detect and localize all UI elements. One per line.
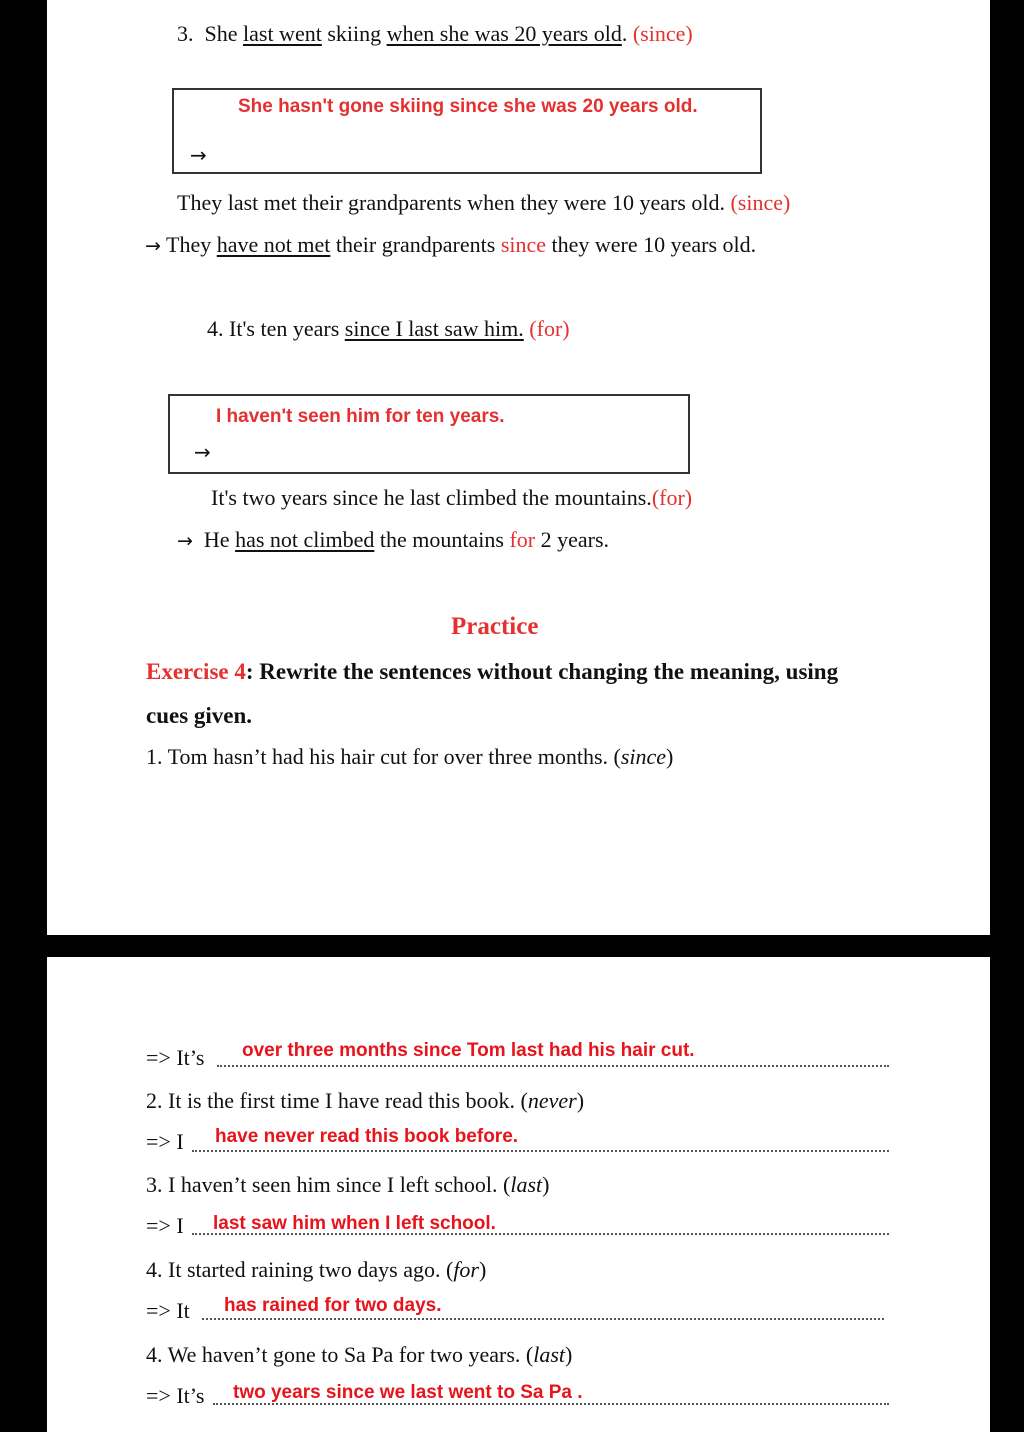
cue: (since): [627, 21, 693, 46]
text: .: [621, 21, 628, 46]
arrow-icon: →: [190, 143, 207, 167]
text: It's two years since he last climbed the mountains.: [211, 485, 652, 510]
text: their grandparents: [330, 232, 501, 257]
highlight: for: [509, 527, 536, 552]
exercise-instruction-continued: cues given.: [146, 703, 253, 728]
text: ): [576, 1088, 585, 1113]
question-1: [146, 744, 673, 770]
exercise-label: Exercise 4: [146, 659, 246, 684]
example-3-number: 3.: [177, 21, 194, 46]
cue: (since): [724, 190, 791, 215]
text: It's ten years: [229, 316, 345, 341]
answer-2-text: have never read this book before.: [215, 1126, 519, 1147]
text: ): [479, 1257, 487, 1282]
answer-4-prefix: => It: [146, 1298, 190, 1323]
answer-4-text: has rained for two days.: [224, 1295, 442, 1316]
arrow-icon: →: [177, 530, 193, 552]
text: ): [666, 744, 674, 769]
underlined-text: last went: [243, 21, 322, 46]
page-2: [47, 957, 990, 1432]
answer-box-example-3: [172, 88, 762, 174]
question-4: [146, 1257, 486, 1283]
model-question-3: [177, 190, 790, 216]
text: She: [204, 21, 243, 46]
model-answer-3: [145, 232, 756, 259]
model-answer-4: [177, 527, 609, 554]
example-4-sentence: [207, 316, 570, 342]
cue: (for): [523, 316, 570, 341]
answer-5-prefix: => It’s: [146, 1383, 205, 1408]
cue: (for): [651, 485, 693, 510]
text: 2. It is the first time I have read this book. (: [146, 1088, 528, 1113]
question-2: [146, 1088, 584, 1114]
answer-3-prefix: => I: [146, 1213, 184, 1238]
answer-1-prefix: => It’s: [146, 1045, 205, 1070]
underlined-text: when she was 20 years old: [386, 21, 622, 46]
answer-1-line[interactable]: [217, 1065, 889, 1067]
question-5: [146, 1342, 572, 1368]
arrow-icon: →: [145, 235, 161, 257]
cue: for: [453, 1257, 479, 1282]
cue: last: [510, 1172, 543, 1197]
text: they were 10 years old.: [546, 232, 757, 257]
text: 3. I haven’t seen him since I left school. (: [146, 1172, 511, 1197]
answer-2-prefix: => I: [146, 1129, 184, 1154]
text: 1. Tom hasn’t had his hair cut for over three months. (: [146, 744, 621, 769]
cue: last: [533, 1342, 566, 1367]
underlined-text: has not climbed: [235, 527, 375, 552]
answer-text: I haven't seen him for ten years.: [216, 406, 505, 427]
text: They last met their grandparents when they were 10 years old.: [177, 190, 725, 215]
cue: since: [620, 744, 667, 769]
page-1: [47, 0, 990, 935]
answer-text: She hasn't gone skiing since she was 20 years old.: [238, 96, 698, 117]
text: 2 years.: [535, 527, 610, 552]
example-3-sentence: [177, 21, 693, 47]
arrow-icon: →: [194, 440, 211, 464]
underlined-text: since I last saw him.: [344, 316, 524, 341]
text: the mountains: [374, 527, 510, 552]
highlight: since: [500, 232, 547, 257]
answer-3-text: last saw him when I left school.: [213, 1213, 496, 1234]
question-3: [146, 1172, 549, 1198]
answer-5-text: two years since we last went to Sa Pa .: [233, 1382, 583, 1403]
text: They: [166, 232, 217, 257]
text: 4. It started raining two days ago. (: [146, 1257, 454, 1282]
text: 4. We haven’t gone to Sa Pa for two years. (: [146, 1342, 534, 1367]
model-question-4: [211, 485, 692, 511]
practice-heading: Practice: [451, 613, 539, 640]
answer-1-text: over three months since Tom last had his hair cut.: [242, 1040, 695, 1061]
answer-2-line[interactable]: [192, 1150, 889, 1152]
underlined-text: have not met: [216, 232, 331, 257]
example-4-number: 4.: [207, 316, 224, 341]
text: He: [203, 527, 236, 552]
cue: never: [527, 1088, 577, 1113]
answer-box-example-4: [168, 394, 690, 474]
text: ): [565, 1342, 573, 1367]
text: : Rewrite the sentences without changing the meaning, using: [245, 659, 839, 684]
text: skiing: [321, 21, 387, 46]
exercise-instruction: [146, 659, 838, 685]
text: ): [542, 1172, 550, 1197]
